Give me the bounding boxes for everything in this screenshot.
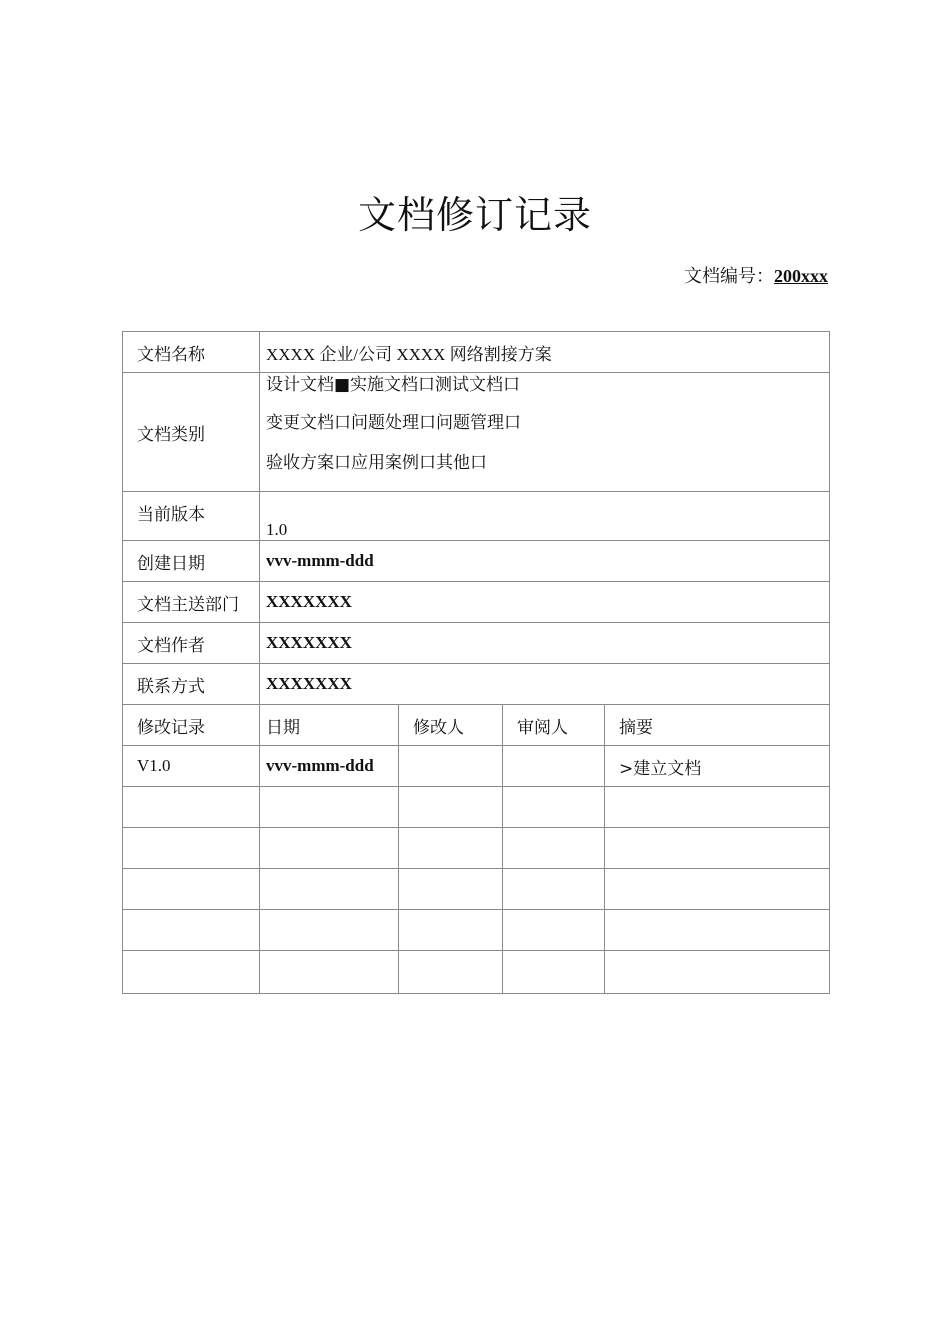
row-department [123,582,830,623]
table-row [123,787,830,828]
page-title: 文档修订记录 [357,193,592,237]
table-cell [605,951,830,994]
doc-category-value [260,373,830,492]
table-cell [123,787,260,828]
revision-table [122,331,830,994]
doc-name-value: XXXX 企业/公司 XXXX 网络割接方案 [260,332,830,373]
doc-number-value: 200xxx [774,266,828,286]
author-value: XXXXXXX [260,623,830,664]
table-cell [123,910,260,951]
table-row [123,951,830,994]
contact-label: 联系方式 [123,664,260,705]
table-cell [260,910,399,951]
category-line: 设计文档■实施文档口测试文档口 [266,375,521,395]
doc-name-label: 文档名称 [123,332,260,373]
table-cell [260,869,399,910]
table-cell [123,869,260,910]
header-cell: 摘要 [605,705,830,746]
row-contact [123,664,830,705]
table-cell [260,828,399,869]
table-cell [503,787,605,828]
category-line: 变更文档口问题处理口问题管理口 [266,413,521,433]
row-doc-name [123,332,830,373]
table-cell [399,746,503,787]
table-row [123,828,830,869]
row-author [123,623,830,664]
table-cell [503,828,605,869]
table-cell [605,910,830,951]
table-cell [123,828,260,869]
table-cell [399,828,503,869]
table-cell [399,869,503,910]
author-label: 文档作者 [123,623,260,664]
table-cell: V1.0 [123,746,260,787]
revision-header-row [123,705,830,746]
table-cell [260,951,399,994]
row-version [123,492,830,541]
table-cell [503,951,605,994]
doc-category-label: 文档类别 [123,373,260,492]
doc-number-label: 文档编号： [684,266,774,287]
table-cell: vvv-mmm-ddd [260,746,399,787]
table-row [123,869,830,910]
table-cell [399,787,503,828]
row-doc-category [123,373,830,492]
table-cell [399,910,503,951]
version-label: 当前版本 [123,492,260,541]
header-cell: 日期 [260,705,399,746]
table-cell: >建立文档 [605,746,830,787]
table-row [123,746,830,787]
version-value: 1.0 [260,492,830,541]
table-cell [503,869,605,910]
table-cell [260,787,399,828]
table-cell [399,951,503,994]
header-cell: 审阅人 [503,705,605,746]
created-value: vvv-mmm-ddd [260,541,830,582]
table-cell [123,951,260,994]
row-created [123,541,830,582]
table-cell [503,910,605,951]
created-label: 创建日期 [123,541,260,582]
department-label: 文档主送部门 [123,582,260,623]
contact-value: XXXXXXX [260,664,830,705]
header-cell: 修改记录 [123,705,260,746]
table-cell [605,828,830,869]
table-cell [605,869,830,910]
table-row [123,910,830,951]
table-cell [503,746,605,787]
header-cell: 修改人 [399,705,503,746]
department-value: XXXXXXX [260,582,830,623]
doc-number [684,262,828,288]
table-cell [605,787,830,828]
category-line: 验收方案口应用案例口其他口 [266,453,487,473]
